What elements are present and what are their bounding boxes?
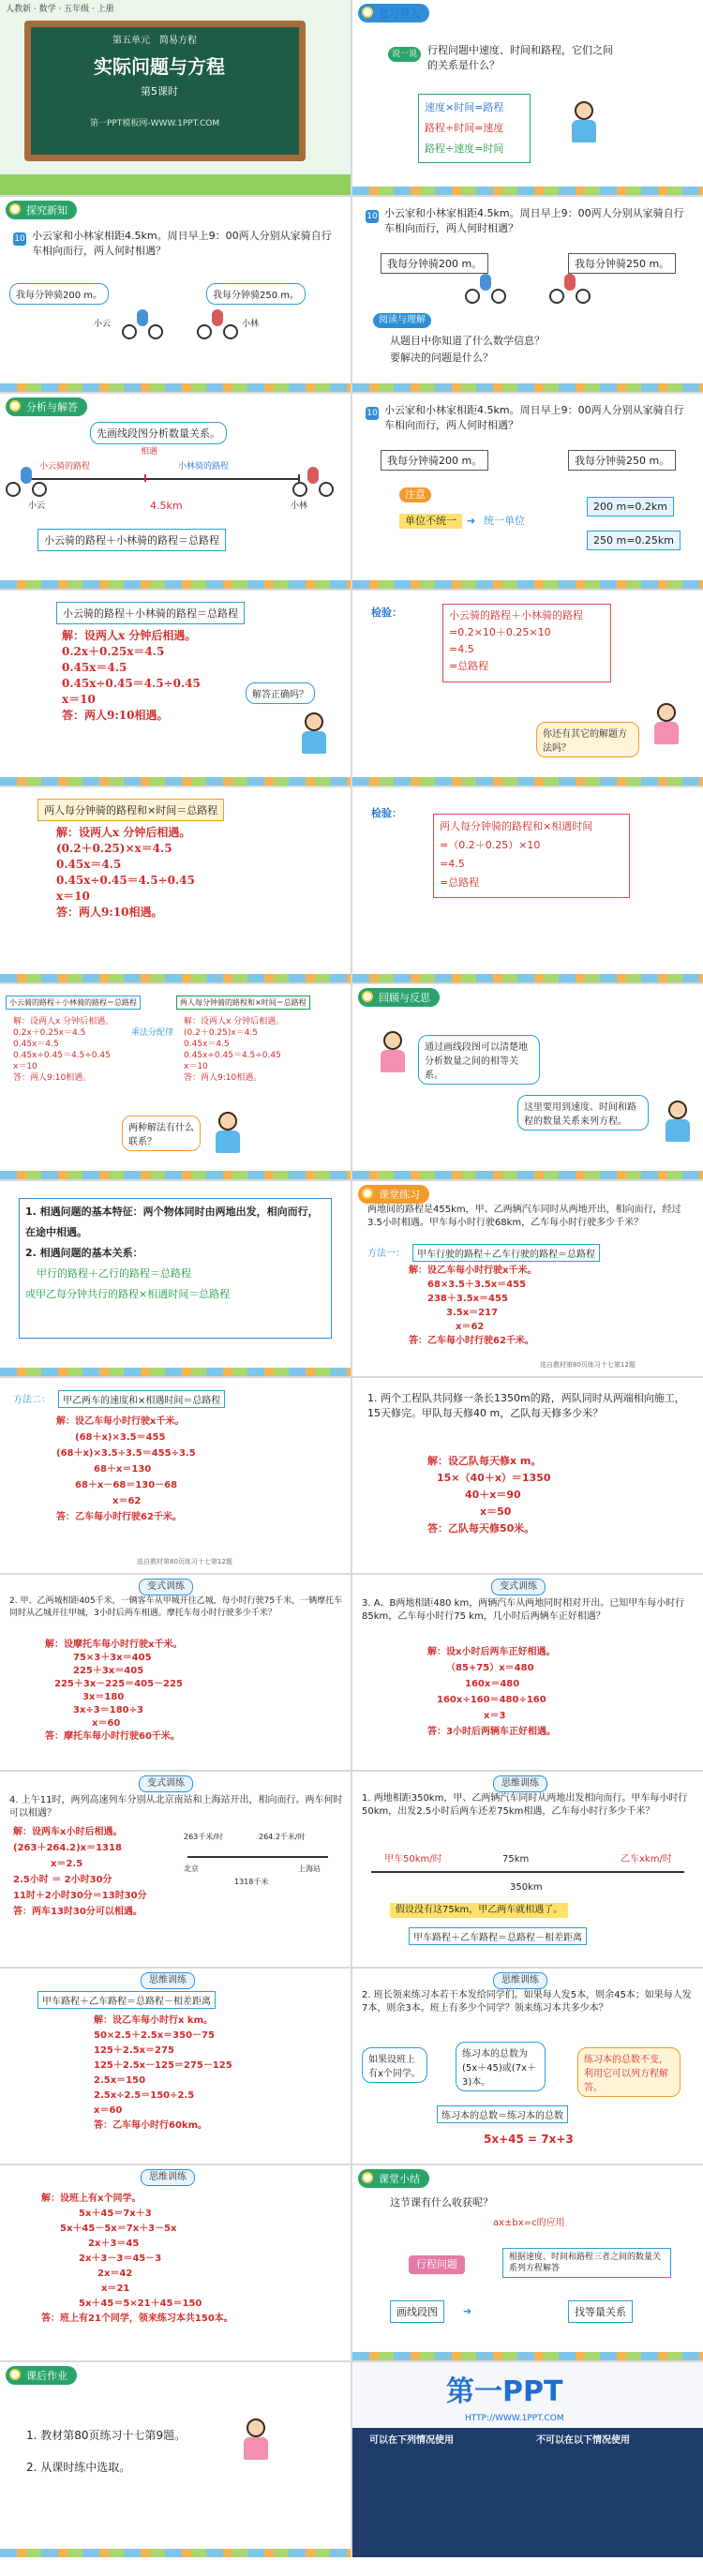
segment-label-a: 小云骑的路程	[39, 462, 91, 472]
meet-label: 相遇	[141, 447, 158, 457]
girl-illustration	[651, 703, 682, 746]
solution-line: 2.5小时 ＝ 2小时30分	[13, 1875, 112, 1885]
right-relation: 两人每分钟骑的路程和×时间＝总路程	[176, 996, 310, 1010]
solution-line: (68＋x)×3.5＝455	[75, 1432, 166, 1443]
method-label: 方法二：	[13, 1395, 51, 1405]
cover-title: 实际问题与方程	[94, 55, 225, 78]
formula-box	[418, 94, 531, 163]
node-center: 行程问题	[409, 2255, 465, 2274]
problem-number: 10	[14, 234, 25, 244]
solution-line: 40＋x＝90	[465, 1489, 521, 1501]
footer-strip	[0, 2549, 351, 2557]
solution-line: 答：两人9:10相遇。	[184, 1073, 262, 1083]
distributive-label: 乘法分配律	[131, 1028, 174, 1038]
practice-problem: 2. 班长领来练习本若干本发给同学们。如果每人发5本，则余45本；如果每人发7本，则余3本。班上有多少个同学？领来练习本共多少本？	[362, 1990, 692, 2014]
practice-problem: 两地间的路程是455km，甲、乙两辆汽车同时从两地开出，相向而行，经过3.5小时相遇。甲车每小时行驶68km，乙车每小时行驶多少千米？	[367, 1205, 681, 1228]
solution-line: 0.45x÷0.45＝4.5÷0.45	[184, 1051, 281, 1060]
grass-decor	[0, 174, 351, 195]
solution-line: 75×3＋3x＝405	[73, 1653, 152, 1663]
relation-box: 甲车路程＋乙车路程＝总路程－相差距离	[37, 1991, 216, 2009]
slide-thinking-4[interactable]	[0, 2165, 351, 2360]
footer-strip	[352, 187, 703, 195]
solution-line: 答：3小时后两辆车正好相遇。	[427, 1727, 556, 1737]
point-1: 1. 相遇问题的基本特征：两个物体同时由两地出发，相向而行，在途中相遇。	[25, 1206, 319, 1238]
speed-box-a: 我每分钟骑200 m。	[381, 253, 488, 274]
solution-line: （85+75）x＝480	[446, 1663, 534, 1673]
variant-tag: 变式训练	[139, 1579, 193, 1595]
unit-warning: 单位不统一	[399, 514, 462, 529]
name-xiaolin: 小林	[242, 320, 260, 329]
slide-cover[interactable]	[0, 0, 351, 195]
solution-line: 解：设摩托车每小时行驶x千米。	[45, 1640, 183, 1650]
method-label: 方法一：	[367, 1249, 405, 1259]
footer-strip	[0, 580, 351, 589]
slide-explore[interactable]	[0, 197, 351, 392]
solution-line: 225＋3x＝405	[73, 1666, 144, 1676]
slide-solution-2[interactable]	[0, 787, 351, 982]
problem-number: 10	[366, 409, 378, 418]
solution-line: x＝60	[94, 2105, 123, 2116]
station-shanghai: 上海站	[298, 1865, 321, 1873]
station-beijing: 北京	[184, 1865, 199, 1873]
node-desc: 根据速度、时间和路程三者之间的数量关系列方程解答	[502, 2248, 671, 2278]
relation-box: 甲车路程＋乙车路程＝总路程－相差距离	[409, 1927, 587, 1945]
solution-line: 解：设两车x小时后相遇。	[13, 1827, 123, 1837]
usage-allowed: 可以在下列情况使用	[369, 2435, 454, 2446]
solution-line: x＝3	[484, 1711, 506, 1721]
hint-text: 假设没有这75km，甲乙两车就相遇了。	[390, 1903, 568, 1918]
solution-line: x＝62	[456, 1322, 485, 1332]
name-xiaoyun: 小云	[28, 502, 46, 511]
reflect-bubble-2: 这里要用到速度、时间和路程的数量关系来列方程。	[517, 1095, 649, 1131]
solution-line: 0.2x＋0.25x＝4.5	[62, 645, 165, 658]
total-distance: 350km	[510, 1882, 543, 1893]
cover-lesson: 第5课时	[141, 85, 178, 97]
problem-text: 小云家和小林家相距4.5km。周日早上9：00两人分别从家骑自行车相向而行，两人何时相遇？	[384, 207, 684, 234]
bike-icon	[549, 274, 591, 304]
solution-line: (68＋x)×3.5÷3.5＝455÷3.5	[56, 1448, 196, 1459]
practice-problem: 1. 两个工程队共同修一条长1350m的路，两队同时从两端相向施工，15天修完。甲队每天修40 m，乙队每天修多少米？	[367, 1392, 685, 1419]
speed-bubble-a: 我每分钟骑200 m。	[9, 283, 109, 305]
point-4: 或甲乙每分钟共行的路程×相遇时间＝总路程	[25, 1288, 231, 1300]
solution-line: 解：设乙队每天修x m。	[427, 1455, 542, 1467]
question-bubble: 你还有其它的解题方法吗？	[536, 722, 639, 757]
hint-bubble: 先画线段图分析数量关系。	[90, 422, 227, 444]
solution-line: 15×（40＋x）＝1350	[437, 1472, 551, 1484]
solution-lines	[45, 1639, 183, 1744]
solution-line: x＝10	[62, 693, 96, 706]
boy-illustration	[662, 1101, 694, 1144]
solution-line: 160x÷160＝480÷160	[437, 1695, 546, 1705]
ribbon-label: 课堂小结	[379, 2173, 420, 2185]
unify-label: 统一单位	[484, 515, 525, 527]
boy-illustration	[568, 101, 600, 144]
solution-line: 3x÷3＝180÷3	[73, 1705, 143, 1715]
footer-strip	[0, 974, 351, 982]
check-line: 两人每分钟骑的路程和×相遇时间	[440, 820, 593, 832]
rail-line	[187, 1856, 328, 1858]
solution-line: 0.45x＝4.5	[13, 1040, 59, 1049]
slide-thinking-1[interactable]	[352, 1772, 703, 1967]
solution-line: 225＋3x－225＝405－225	[54, 1679, 183, 1689]
problem-number: 10	[366, 212, 378, 221]
left-relation: 小云骑的路程＋小林骑的路程＝总路程	[6, 996, 141, 1010]
footer-strip	[352, 580, 703, 589]
ribbon-label: 课堂练习	[379, 1189, 420, 1201]
slide-variant-3[interactable]	[0, 1772, 351, 1967]
slide-practice-2[interactable]	[0, 1378, 351, 1573]
point-2: 2. 相遇问题的基本关系：	[25, 1247, 143, 1259]
car-a-label: 甲车50km/时	[384, 1854, 442, 1865]
convert-1: 200 m=0.2km	[587, 497, 674, 517]
footer-strip	[352, 2352, 703, 2360]
solution-line: 0.45x÷0.45＝4.5÷0.45	[56, 874, 195, 887]
check-line: =总路程	[449, 660, 489, 672]
relation-box: 甲乙两车的速度和×相遇时间＝总路程	[58, 1390, 225, 1408]
ribbon-label: 探究新知	[26, 204, 67, 217]
check-box	[442, 604, 611, 682]
boy-illustration	[212, 1112, 244, 1155]
speed-bubble-b: 我每分钟骑250 m。	[206, 283, 306, 305]
compare-left	[13, 1016, 113, 1084]
slide-reading[interactable]	[352, 197, 703, 392]
relation-box: 小云骑的路程＋小林骑的路程＝总路程	[56, 602, 245, 624]
slide-summary-points[interactable]	[0, 1181, 351, 1376]
node-right: 找等量关系	[568, 2300, 633, 2323]
practice-problem: 2. 甲、乙两城相距405千米，一辆客车从甲城开往乙城，每小时行驶75千米，一辆摩托车同时从乙城开往甲城，3小时后两车相遇。摩托车每小时行驶多少千米？	[9, 1596, 343, 1618]
hint-bubble-1: 如果设班上有x个同学。	[362, 2047, 427, 2083]
slide-solution-1[interactable]	[0, 591, 351, 786]
speed-box-b: 我每分钟骑250 m。	[568, 450, 676, 471]
check-line: =0.2×10＋0.25×10	[449, 626, 551, 638]
total-distance: 1318千米	[234, 1878, 269, 1886]
connection-bubble: 两种解法有什么联系？	[122, 1116, 201, 1151]
practice-problem: 4. 上午11时，两列高速列车分别从北京南站和上海站开出，相向而行。两车何时可以相遇？	[9, 1795, 343, 1819]
bike-icon	[6, 467, 47, 497]
solution-lines	[427, 1644, 556, 1740]
solution-lines	[62, 628, 201, 724]
relation-box: 小云骑的路程＋小林骑的路程＝总路程	[37, 529, 226, 551]
check-bubble: 解答正确吗？	[246, 682, 315, 704]
solution-line: 3.5x＝217	[446, 1308, 499, 1318]
slide-review[interactable]	[352, 0, 703, 195]
footer-strip	[0, 777, 351, 786]
solution-line: 0.2x＋0.25x＝4.5	[13, 1028, 86, 1038]
solution-line: 0.45x＝4.5	[184, 1040, 230, 1049]
solution-line: 解：设乙车每小时行x km。	[94, 2015, 214, 2026]
solution-line: 11时＋2小时30分＝13时30分	[13, 1891, 147, 1901]
review-question: 行程问题中速度、时间和路程，它们之间的关系是什么？	[427, 44, 613, 71]
solution-line: 5x＋45＝7x＋3	[79, 2209, 152, 2219]
solution-line: 答：摩托车每小时行驶60千米。	[45, 1731, 180, 1742]
distance-line	[371, 1871, 684, 1873]
problem-text: 小云家和小林家相距4.5km。周日早上9：00两人分别从家骑自行车相向而行，两人何时相遇？	[32, 230, 332, 257]
hint-bubble-3: 练习本的总数不变，利用它可以列方程解答。	[577, 2047, 681, 2097]
check-line: =4.5	[440, 858, 465, 870]
meet-tick	[144, 474, 146, 482]
gap-label: 75km	[502, 1854, 530, 1865]
relation-box: 两人每分钟骑的路程和×时间＝总路程	[37, 799, 224, 821]
brand-logo: 第一PPT	[446, 2375, 563, 2408]
solution-line: 答：两人9:10相遇。	[13, 1073, 92, 1083]
distance-line	[28, 478, 300, 480]
footer-strip	[0, 1171, 351, 1179]
arrow-icon: ➜	[463, 2305, 472, 2317]
solution-line: x＝10	[184, 1062, 208, 1071]
thinking-tag: 思维训练	[141, 2169, 195, 2186]
solution-line: 238＋3.5x＝455	[427, 1294, 508, 1304]
solution-line: 答：班上有21个同学，领来练习本共150本。	[41, 2314, 233, 2324]
footer-strip	[0, 383, 351, 392]
name-xiaolin: 小林	[291, 502, 308, 511]
distance-value: 4.5km	[150, 500, 183, 512]
solution-line: 50×2.5＋2.5x＝350－75	[94, 2030, 215, 2041]
footer-strip	[0, 1368, 351, 1376]
ribbon-reflect	[358, 988, 440, 1007]
convert-2: 250 m=0.25km	[587, 531, 681, 550]
solution-line: (263＋264.2)x＝1318	[13, 1843, 122, 1853]
solution-line: 5x＋45－5x＝7x＋3－5x	[60, 2224, 177, 2234]
slide-analysis[interactable]	[0, 394, 351, 589]
solution-line: 答：两人9:10相遇。	[62, 709, 169, 722]
relation-box: 甲车行驶的路程＋乙车行驶的路程＝总路程	[412, 1244, 600, 1262]
solution-line: 160x＝480	[465, 1679, 520, 1689]
wrapup-question: 这节课有什么收获呢？	[390, 2196, 493, 2209]
slide-thinking-3[interactable]	[352, 1969, 703, 2164]
girl-illustration	[240, 2419, 272, 2462]
bike-icon	[465, 274, 506, 304]
bike-icon	[122, 309, 163, 339]
car-b-label: 乙车xkm/时	[621, 1854, 672, 1865]
ribbon-label: 回顾与反思	[379, 992, 430, 1004]
slide-variant-1[interactable]	[0, 1575, 351, 1770]
formula-2: 路程÷时间=速度	[425, 122, 504, 134]
point-3: 甲行的路程＋乙行的路程＝总路程	[37, 1267, 191, 1280]
summary-box	[19, 1198, 332, 1339]
solution-line: 0.45x＝4.5	[62, 661, 127, 674]
solution-line: x＝10	[13, 1062, 37, 1071]
solution-line: 答：两人9:10相遇。	[56, 906, 163, 919]
solution-line: 125＋2.5x＝275	[94, 2045, 174, 2056]
homework-2: 2. 从课时练中选取。	[26, 2461, 131, 2474]
slide-units[interactable]	[352, 394, 703, 589]
name-xiaoyun: 小云	[94, 320, 112, 329]
compare-right	[184, 1016, 284, 1084]
solution-line: 解：设两人x 分钟后相遇。	[13, 1017, 114, 1026]
slide-wrapup[interactable]	[352, 2165, 703, 2360]
slide-practice-1[interactable]	[352, 1181, 703, 1376]
solution-line: 2x＋3＝45	[88, 2239, 140, 2249]
formula-3: 路程÷速度=时间	[425, 142, 504, 155]
girl-illustration	[377, 1031, 409, 1074]
slide-homework[interactable]	[0, 2362, 351, 2557]
check-line: 小云骑的路程＋小林骑的路程	[449, 609, 583, 622]
check-label: 检验：	[371, 807, 402, 819]
segment-label-b: 小林骑的路程	[178, 462, 230, 472]
slide-practice-3[interactable]	[352, 1378, 703, 1573]
ribbon-review	[358, 4, 429, 22]
solution-line: 0.45x÷0.45＝4.5÷0.45	[62, 677, 201, 690]
reflect-bubble-1: 通过画线段图可以清楚地分析数量之间的相等关系。	[418, 1035, 540, 1085]
cover-unit: 第五单元 简易方程	[112, 36, 197, 46]
variant-tag: 变式训练	[139, 1775, 193, 1792]
ribbon-label: 课后作业	[26, 2370, 67, 2382]
check-label: 检验：	[371, 607, 402, 619]
solution-line: x＝21	[101, 2284, 130, 2294]
cover-header: 人教新 · 数学 · 五年级 · 上册	[6, 5, 114, 14]
variant-tag: 变式训练	[491, 1579, 546, 1595]
solution-line: 2x＋3－3＝45－3	[79, 2254, 162, 2264]
solution-line: 解：设乙车每小时行驶x千米。	[56, 1416, 185, 1427]
thinking-tag: 思维训练	[141, 1972, 195, 1989]
slide-brand[interactable]	[352, 2362, 703, 2557]
solution-line: 2x＝42	[97, 2269, 133, 2279]
solution-line: x＝62	[112, 1496, 142, 1506]
solution-line: (0.2＋0.25)x＝4.5	[184, 1028, 259, 1038]
practice-problem: 1. 两地相距350km，甲、乙两辆汽车同时从两地出发相向而行。甲车每小时行50km，出发2.5小时后两车还差75km相遇，乙车每小时行多少千米？	[362, 1793, 688, 1817]
solution-line: 2.5x＝150	[94, 2075, 146, 2086]
homework-1: 1. 教材第80页练习十七第9题。	[26, 2429, 187, 2442]
solution-line: 解：设两人x 分钟后相遇。	[184, 1017, 285, 1026]
solution-line: 0.45x÷0.45＝4.5÷0.45	[13, 1051, 111, 1060]
bike-icon	[292, 467, 334, 497]
ribbon-label: 复习导入	[379, 7, 420, 20]
reading-q2: 要解决的问题是什么？	[390, 352, 493, 364]
check-line: =（0.2＋0.25）×10	[440, 839, 541, 851]
speed-box-b: 我每分钟骑250 m。	[568, 253, 676, 274]
solution-line: (0.2＋0.25)×x＝4.5	[56, 842, 172, 855]
footer-strip	[352, 1171, 703, 1179]
solution-line: 68＋x－68＝130－68	[75, 1480, 178, 1490]
problem-text: 小云家和小林家相距4.5km。周日早上9：00两人分别从家骑自行车相向而行，两人何时相遇？	[384, 404, 684, 431]
solution-lines	[56, 825, 195, 921]
solution-line: 5x＋45＝5×21＋45＝150	[79, 2299, 202, 2309]
equation: 5x+45 = 7x+3	[484, 2133, 574, 2146]
solution-line: 答：乙队每天修50米。	[427, 1522, 535, 1535]
solution-line: 解：设两人x 分钟后相遇。	[62, 629, 197, 642]
speed-label-b: 264.2千米/时	[259, 1833, 306, 1841]
boy-illustration	[298, 712, 330, 756]
solution-line: x＝10	[56, 890, 90, 903]
ribbon-analysis	[6, 397, 87, 416]
node-left: 画线段图	[390, 2300, 444, 2323]
check-box	[433, 814, 630, 898]
ribbon-practice	[358, 1185, 429, 1204]
solution-line: 答：乙车每小时行驶62千米。	[409, 1336, 534, 1346]
ribbon-dot-icon	[362, 7, 373, 18]
footer-strip	[352, 974, 703, 982]
solution-line: 答：乙车每小时行驶62千米。	[56, 1512, 182, 1522]
solution-line: 解：设x小时后两车正好相遇。	[427, 1647, 556, 1657]
solution-lines	[409, 1264, 536, 1348]
check-line: =总路程	[440, 876, 480, 889]
footer-strip	[352, 383, 703, 392]
note-label: 注意	[399, 487, 431, 502]
source-note: 选自教材第80页练习十七第12题	[540, 1361, 636, 1369]
brand-url: HTTP://WWW.1PPT.COM	[465, 2414, 564, 2423]
solution-lines	[41, 2192, 233, 2327]
cover-site: 第一PPT模板网-WWW.1PPT.COM	[90, 119, 220, 128]
hint-bubble-2: 练习本的总数为(5x＋45)或(7x＋3)本。	[456, 2042, 546, 2091]
check-line: =4.5	[449, 643, 474, 655]
solution-line: 125＋2.5x－125＝275－125	[94, 2060, 232, 2071]
solution-line: 解：设班上有x个同学。	[41, 2194, 142, 2204]
slide-check-1[interactable]	[352, 591, 703, 786]
relation-box: 练习本的总数＝练习本的总数	[437, 2105, 568, 2123]
solution-line: 解：设乙车每小时行驶x千米。	[409, 1266, 537, 1276]
slide-check-2[interactable]	[352, 787, 703, 982]
wrapup-formula: ax±bx=c的应用	[493, 2218, 565, 2228]
solution-lines	[94, 2014, 232, 2134]
reading-q1: 从题目中你知道了什么数学信息？	[390, 335, 545, 347]
solution-line: 解：设两人x 分钟后相遇。	[56, 826, 191, 839]
solution-lines	[13, 1824, 147, 1920]
ribbon-label: 分析与解答	[26, 401, 78, 413]
solution-line: 68×3.5＋3.5x＝455	[427, 1280, 527, 1290]
footer-strip	[352, 777, 703, 786]
formula-1: 速度×时间=路程	[425, 101, 504, 113]
slide-thinking-2[interactable]	[0, 1969, 351, 2164]
solution-line: 2.5x÷2.5＝150÷2.5	[94, 2090, 195, 2101]
source-note: 选自教材第80页练习十七第12题	[137, 1558, 232, 1565]
solution-line: x＝2.5	[51, 1859, 83, 1869]
slide-reflect[interactable]	[352, 984, 703, 1179]
talk-tag: 说一说	[388, 47, 421, 62]
ribbon-wrapup	[358, 2169, 429, 2188]
solution-line: 3x＝180	[82, 1692, 125, 1702]
thinking-tag: 思维训练	[493, 1775, 547, 1792]
bike-icon	[197, 309, 238, 339]
slide-variant-2[interactable]	[352, 1575, 703, 1770]
solution-line: 答：乙车每小时行60km。	[94, 2120, 207, 2131]
solution-lines	[56, 1414, 196, 1525]
usage-disallowed: 不可以在以下情况使用	[536, 2435, 630, 2446]
speed-box-a: 我每分钟骑200 m。	[381, 450, 488, 471]
slide-compare[interactable]	[0, 984, 351, 1179]
reading-tag: 阅读与理解	[373, 313, 431, 328]
solution-line: 答：两车13时30分可以相遇。	[13, 1907, 142, 1917]
solution-line: 68＋x＝130	[94, 1464, 152, 1475]
solution-line: x＝50	[480, 1505, 512, 1518]
thinking-tag: 思维训练	[493, 1972, 547, 1989]
solution-line: 0.45x＝4.5	[56, 858, 122, 871]
arrow-icon: ➜	[467, 515, 476, 527]
ribbon-homework	[6, 2366, 77, 2385]
solution-line: x＝60	[92, 1718, 121, 1729]
speed-label-a: 263千米/时	[184, 1833, 223, 1841]
solution-lines	[427, 1453, 551, 1537]
practice-problem: 3. A、B两地相距480 km，两辆汽车从两地同时相对开出。已知甲车每小时行85km，乙车每小时行75 km，几小时后两辆车正好相遇？	[362, 1598, 685, 1622]
ribbon-explore	[6, 201, 77, 219]
